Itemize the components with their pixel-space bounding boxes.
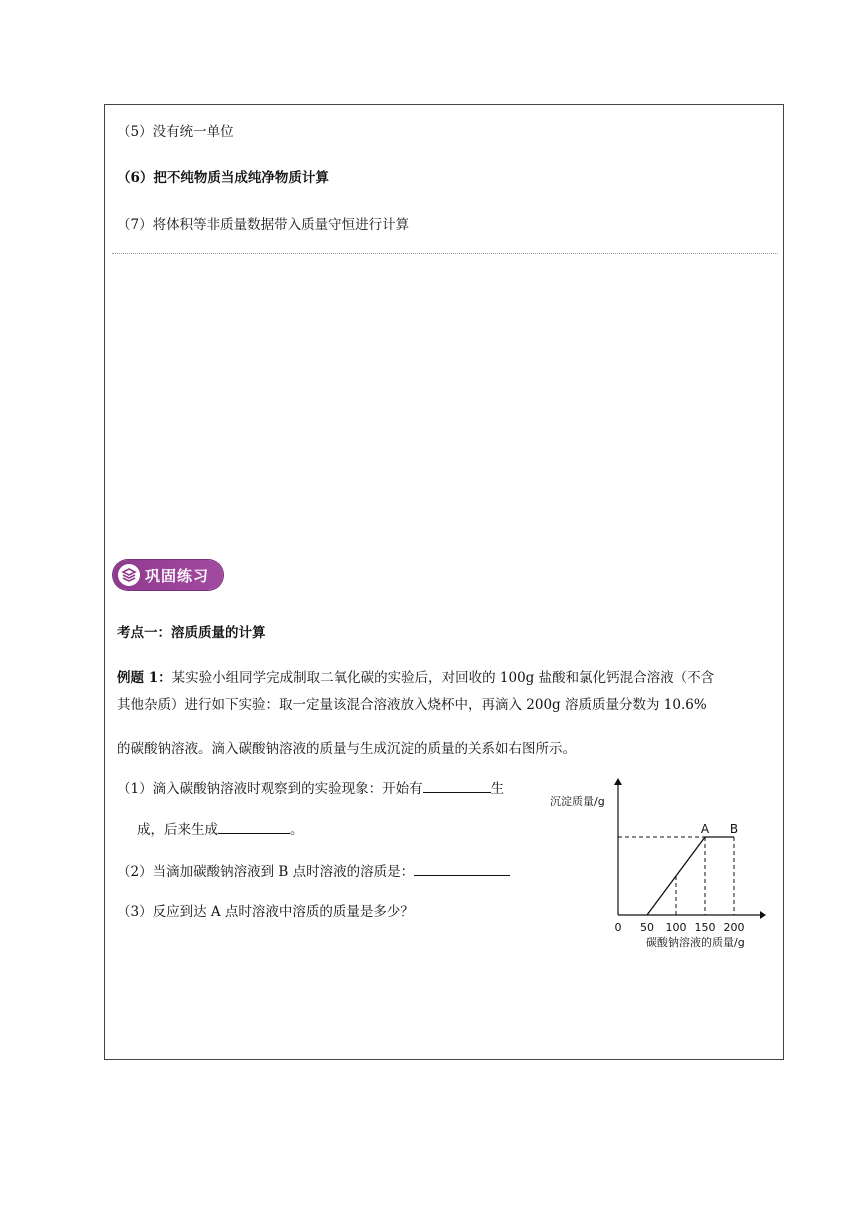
point-label-group — [701, 822, 738, 836]
x-axis-arrow — [760, 911, 766, 919]
question-1-cont — [137, 818, 304, 838]
question-1-text-d: 。 — [290, 822, 304, 838]
question-1-text-b: 生 — [490, 781, 505, 797]
example-line-2: 其他杂质）进行如下实验：取一定量该混合溶液放入烧杯中，再滴入 200g 溶质质量分数为 10.6% — [117, 697, 707, 713]
list-item-5: （5）没有统一单位 — [117, 124, 234, 140]
example-line-1 — [117, 666, 714, 686]
x-axis-label: 碳酸钠溶液的质量/g — [646, 936, 745, 949]
point-label: A — [700, 822, 710, 836]
practice-badge — [113, 560, 223, 590]
series-group — [647, 837, 734, 915]
example-label: 例题 1： — [117, 670, 172, 686]
dotted-divider — [112, 253, 778, 254]
example-line-3: 的碳酸钠溶液。滴入碳酸钠溶液的质量与生成沉淀的质量的关系如右图所示。 — [117, 741, 576, 757]
y-axis-arrow — [614, 778, 622, 785]
answer-blank-3[interactable] — [414, 861, 510, 876]
question-2 — [117, 860, 510, 880]
list-item-7: （7）将体积等非质量数据带入质量守恒进行计算 — [117, 217, 410, 233]
x-tick-group — [615, 921, 745, 934]
x-tick-label: 0 — [614, 921, 622, 934]
question-1-text-c: 成，后来生成 — [137, 822, 218, 838]
badge-label: 巩固练习 — [145, 567, 210, 585]
example-text-1: 某实验小组同学完成制取二氧化碳的实验后，对回收的 100g 盐酸和氯化钙混合溶液（不含 — [171, 670, 715, 686]
answer-blank-1[interactable] — [423, 778, 491, 793]
section-title: 考点一：溶质质量的计算 — [117, 625, 266, 641]
x-tick-label: 50 — [640, 921, 654, 934]
x-tick-label: 100 — [665, 921, 687, 934]
question-2-text: （2）当滴加碳酸钠溶液到 B 点时溶液的溶质是： — [117, 864, 415, 880]
question-1 — [117, 777, 504, 797]
series-line — [647, 837, 734, 915]
question-3: （3）反应到达 A 点时溶液中溶质的质量是多少？ — [117, 904, 414, 920]
y-axis-label: 沉淀质量/g — [550, 795, 605, 808]
question-1-text-a: （1）滴入碳酸钠溶液时观察到的实验现象：开始有 — [117, 781, 423, 797]
list-item-6: （6）把不纯物质当成纯净物质计算 — [117, 170, 329, 186]
layers-icon — [118, 564, 140, 586]
x-tick-label: 200 — [723, 921, 745, 934]
point-label: B — [729, 822, 739, 836]
precipitate-chart — [550, 775, 770, 955]
x-tick-label: 150 — [694, 921, 716, 934]
answer-blank-2[interactable] — [218, 819, 290, 834]
